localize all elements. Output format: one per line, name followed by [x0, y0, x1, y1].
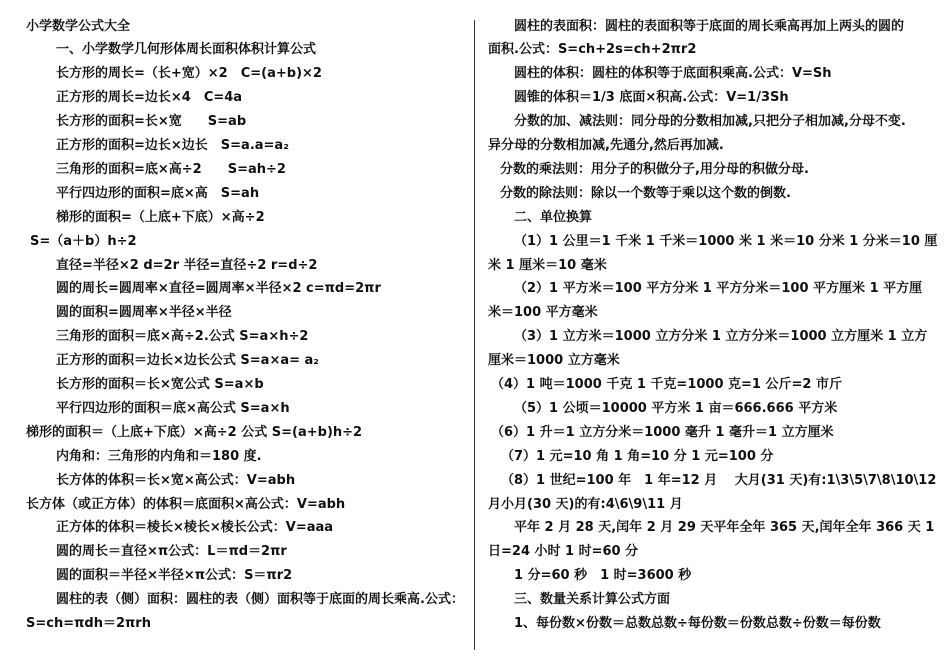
right-column-line: （5）1 公顷＝10000 平方米 1 亩＝666.666 平方米 [514, 400, 838, 416]
left-column-line: 长方形的周长=（长+宽）×2 C=(a+b)×2 [56, 66, 322, 82]
right-column-line: 1 分=60 秒 1 时=3600 秒 [514, 568, 692, 584]
left-column-line: 圆的周长＝直径×π公式：L＝πd＝2πr [56, 544, 287, 560]
left-column-line: 圆柱的表（侧）面积：圆柱的表（侧）面积等于底面的周长乘高.公式： [56, 592, 464, 608]
right-column-line: 分数的加、减法则：同分母的分数相加减,只把分子相加减,分母不变. [514, 114, 906, 130]
right-column-line: 异分母的分数相加减,先通分,然后再加减. [488, 138, 724, 153]
right-column-line: 日=24 小时 1 时=60 分 [488, 544, 639, 560]
left-column-line: 圆的周长=圆周率×直径=圆周率×半径×2 c=πd=2πr [56, 281, 381, 297]
right-column-line: 米 1 厘米＝10 毫米 [488, 257, 607, 273]
left-column-line: 正方形的面积＝边长×边长公式 S=a×a= a₂ [56, 353, 319, 369]
right-column-line: 分数的乘法则：用分子的积做分子,用分母的积做分母. [500, 161, 809, 177]
left-column-line: 圆的面积=圆周率×半径×半径 [56, 305, 232, 321]
right-column-line: （2）1 平方米＝100 平方分米 1 平方分米＝100 平方厘米 1 平方厘 [514, 281, 923, 297]
left-column-line: 正方形的周长=边长×4 C=4a [56, 90, 243, 106]
column-divider [474, 20, 475, 650]
right-column-line: 分数的除法则：除以一个数等于乘以这个数的倒数. [500, 185, 791, 201]
left-column-line: 长方体的体积＝长×宽×高公式：V=abh [56, 472, 296, 488]
left-column-line: 圆的面积＝半径×半径×π公式：S＝πr2 [56, 568, 293, 584]
right-column-line: （3）1 立方米＝1000 立方分米 1 立方分米＝1000 立方厘米 1 立方 [514, 329, 928, 345]
left-column-line: 三角形的面积=底×高÷2 S=ah÷2 [56, 161, 286, 177]
right-column-line: 三、数量关系计算公式方面 [514, 592, 671, 608]
right-column-line: 圆柱的表面积：圆柱的表面积等于底面的周长乘高再加上两头的圆的 [514, 18, 905, 34]
right-column-line: 圆柱的体积：圆柱的体积等于底面积乘高.公式：V=Sh [514, 66, 832, 82]
left-column-line: 小学数学公式大全 [26, 18, 131, 34]
left-column-line: 平行四边形的面积=底×高 S=ah [56, 185, 260, 201]
right-column-line: 面积.公式：S=ch+2s=ch+2πr2 [488, 42, 697, 58]
left-column-line: 平行四边形的面积＝底×高公式 S=a×h [56, 400, 290, 416]
right-column-line: （6）1 升＝1 立方分米＝1000 毫升 1 毫升＝1 立方厘米 [491, 424, 834, 440]
left-column-line: 三角形的面积＝底×高÷2.公式 S=a×h÷2 [56, 329, 309, 345]
right-column-line: （7）1 元=10 角 1 角=10 分 1 元=100 分 [501, 448, 774, 464]
right-column-line: 平年 2 月 28 天,闰年 2 月 29 天平年全年 365 天,闰年全年 366 天 1 [514, 520, 935, 536]
right-column-line: 二、单位换算 [514, 209, 593, 225]
right-column-line: 圆锥的体积＝1/3 底面×积高.公式：V=1/3Sh [514, 90, 789, 106]
left-column-line: 梯形的面积=（上底+下底）×高÷2 [56, 209, 265, 225]
left-column-line: 长方体（或正方体）的体积＝底面积×高公式：V=abh [26, 496, 346, 512]
right-column-line: 月小月(30 天)的有:4\6\9\11 月 [488, 496, 683, 512]
right-column-line: 米＝100 平方毫米 [488, 305, 598, 321]
left-column-line: S=ch=πdh＝2πrh [26, 616, 151, 631]
right-column-line: 厘米＝1000 立方毫米 [488, 353, 620, 369]
left-column-line: 直径=半径×2 d=2r 半径=直径÷2 r=d÷2 [56, 257, 318, 273]
left-column-line: 正方体的体积＝棱长×棱长×棱长公式：V=aaa [56, 520, 334, 536]
right-column-line: 1、每份数×份数＝总数总数÷每份数＝份数总数÷份数＝每份数 [514, 616, 881, 631]
left-column-line: 长方形的面积=长×宽 S=ab [56, 114, 247, 130]
right-column-line: （4）1 吨＝1000 千克 1 千克=1000 克=1 公斤=2 市斤 [491, 377, 842, 392]
left-column-line: 正方形的面积=边长×边长 S=a.a=a₂ [56, 138, 289, 153]
right-column-line: （8）1 世纪=100 年 1 年=12 月 大月(31 天)有:1\3\5\7\8\10\12 [501, 472, 937, 488]
right-column-line: （1）1 公里＝1 千米 1 千米＝1000 米 1 米＝10 分米 1 分米＝10 厘 [514, 233, 938, 249]
left-column-line: 内角和：三角形的内角和＝180 度. [56, 448, 262, 464]
left-column-line: 梯形的面积＝（上底+下底）×高÷2 公式 S=(a+b)h÷2 [26, 424, 363, 440]
left-column-line: S=（a＋b）h÷2 [30, 233, 137, 249]
left-column-line: 长方形的面积＝长×宽公式 S=a×b [56, 377, 264, 392]
left-column-line: 一、小学数学几何形体周长面积体积计算公式 [56, 42, 317, 58]
